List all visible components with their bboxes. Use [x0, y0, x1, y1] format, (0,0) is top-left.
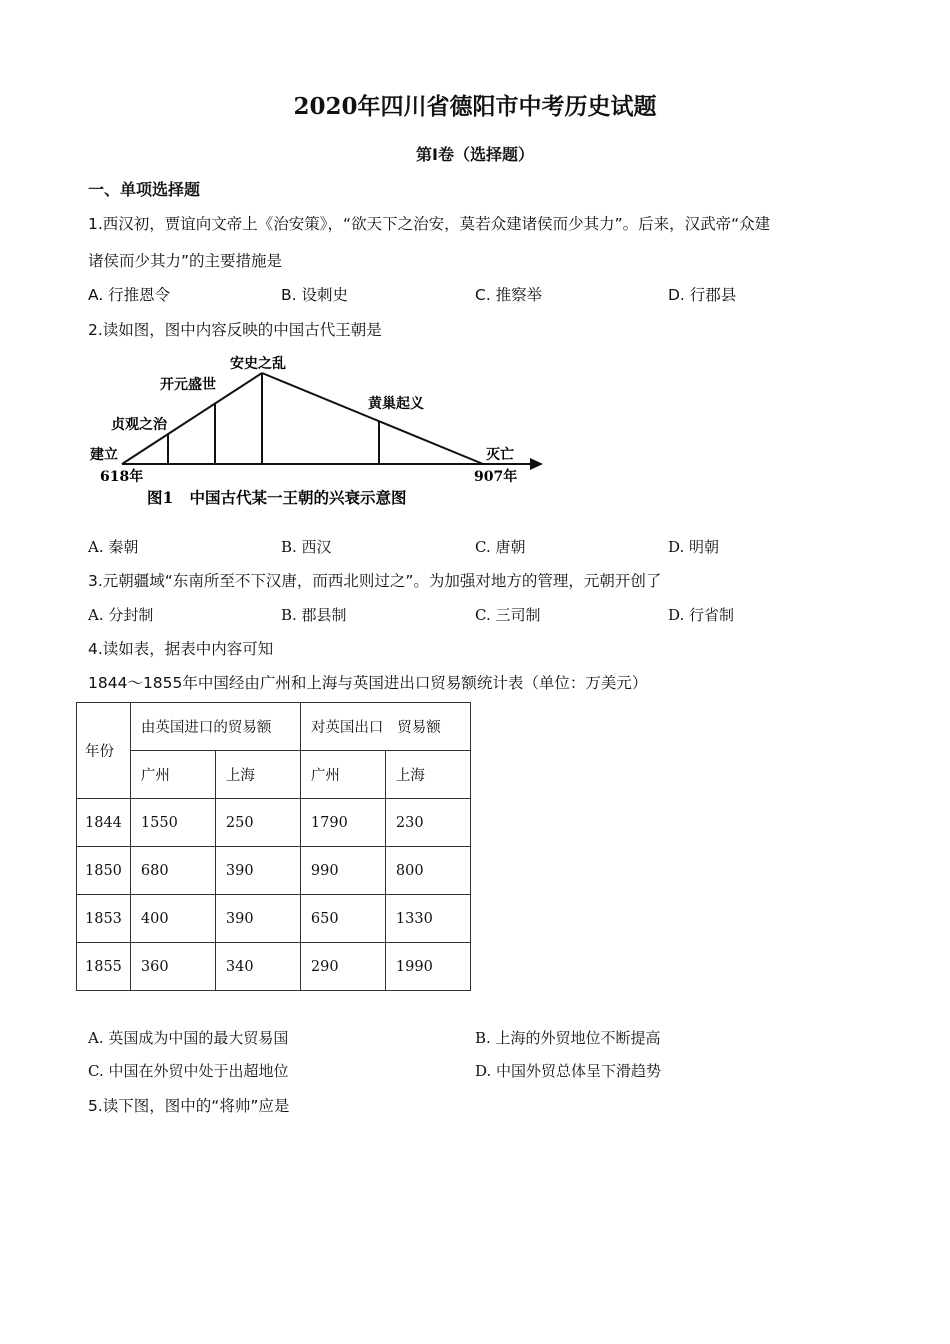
- q2-stem: 2.读如图，图中内容反映的中国古代王朝是: [88, 321, 382, 339]
- page-title: 2020年四川省德阳市中考历史试题: [293, 93, 657, 120]
- table-header-row: [77, 703, 471, 751]
- table-cell: 1853: [77, 895, 131, 943]
- table-cell: 400: [130, 895, 215, 943]
- table-cell: 340: [215, 943, 300, 991]
- q3-stem: 3.元朝疆域“东南所至不下汉唐，而西北则过之”。为加强对地方的管理，元朝开创了: [88, 572, 662, 590]
- q1-option-c[interactable]: C. 推察举: [475, 286, 543, 304]
- table-cell: 290: [300, 943, 385, 991]
- table-cell: 990: [300, 847, 385, 895]
- table-cell: 680: [130, 847, 215, 895]
- decline-line: [262, 373, 483, 464]
- label-start: 建立: [90, 447, 118, 463]
- q3-option-a[interactable]: A. 分封制: [88, 606, 154, 624]
- q3-option-c[interactable]: C. 三司制: [475, 606, 541, 624]
- subheader-cell: 上海: [215, 751, 300, 799]
- dynasty-rise-fall-diagram: [0, 0, 950, 520]
- q4-option-d[interactable]: D. 中国外贸总体呈下滑趋势: [475, 1062, 662, 1080]
- q4-option-b[interactable]: B. 上海的外贸地位不断提高: [475, 1029, 661, 1047]
- q1-option-a[interactable]: A. 行推恩令: [88, 286, 171, 304]
- label-kaiyuan: 开元盛世: [160, 377, 216, 393]
- table-subheader-row: [77, 751, 471, 799]
- label-anshi: 安史之乱: [230, 356, 286, 372]
- table-cell: 230: [385, 799, 470, 847]
- table-cell: 800: [385, 847, 470, 895]
- table-cell: 1855: [77, 943, 131, 991]
- label-huangchao: 黄巢起义: [368, 396, 424, 412]
- q4-table-title: 1844～1855年中国经由广州和上海与英国进出口贸易额统计表（单位：万美元）: [88, 674, 648, 692]
- table-cell: 250: [215, 799, 300, 847]
- label-start-year: 618年: [100, 469, 144, 485]
- table-row: [77, 895, 471, 943]
- q1-stem-line1: 1.西汉初，贾谊向文帝上《治安策》，“欲天下之治安，莫若众建诸侯而少其力”。后来，汉武帝“众建: [88, 215, 771, 233]
- table-row: [77, 799, 471, 847]
- part-title: 第Ⅰ卷（选择题）: [416, 145, 534, 164]
- table-cell: 1850: [77, 847, 131, 895]
- axis-arrow-icon: [530, 458, 543, 470]
- table-cell: 1990: [385, 943, 470, 991]
- q4-option-a[interactable]: A. 英国成为中国的最大贸易国: [88, 1029, 289, 1047]
- table-row: [77, 943, 471, 991]
- q3-option-d[interactable]: D. 行省制: [668, 606, 735, 624]
- q2-option-c[interactable]: C. 唐朝: [475, 538, 526, 556]
- subheader-cell: 广州: [130, 751, 215, 799]
- subheader-cell: 广州: [300, 751, 385, 799]
- q2-option-a[interactable]: A. 秦朝: [88, 538, 139, 556]
- label-end: 灭亡: [486, 447, 514, 463]
- q4-stem: 4.读如表，据表中内容可知: [88, 640, 274, 658]
- table-cell: 390: [215, 895, 300, 943]
- q2-option-b[interactable]: B. 西汉: [281, 538, 332, 556]
- year-header: 年份: [77, 703, 131, 799]
- subheader-cell: 上海: [385, 751, 470, 799]
- table-cell: 1550: [130, 799, 215, 847]
- table-cell: 1790: [300, 799, 385, 847]
- q2-option-d[interactable]: D. 明朝: [668, 538, 720, 556]
- import-header: 由英国进口的贸易额: [130, 703, 300, 751]
- trade-table: [76, 702, 471, 991]
- q3-option-b[interactable]: B. 郡县制: [281, 606, 347, 624]
- table-cell: 1330: [385, 895, 470, 943]
- table-row: [77, 847, 471, 895]
- table-cell: 1844: [77, 799, 131, 847]
- export-header: 对英国出口 贸易额: [300, 703, 470, 751]
- q1-option-d[interactable]: D. 行郡县: [668, 286, 737, 304]
- label-end-year: 907年: [474, 469, 518, 485]
- q1-stem-line2: 诸侯而少其力”的主要措施是: [88, 252, 283, 270]
- figure-caption: 图1 中国古代某一王朝的兴衰示意图: [147, 488, 407, 507]
- table-cell: 360: [130, 943, 215, 991]
- label-zhenguan: 贞观之治: [111, 417, 167, 433]
- q1-option-b[interactable]: B. 设刺史: [281, 286, 348, 304]
- q4-option-c[interactable]: C. 中国在外贸中处于出超地位: [88, 1062, 289, 1080]
- table-cell: 650: [300, 895, 385, 943]
- section-title: 一、单项选择题: [88, 180, 201, 199]
- q5-stem: 5.读下图，图中的“将帅”应是: [88, 1097, 290, 1115]
- table-cell: 390: [215, 847, 300, 895]
